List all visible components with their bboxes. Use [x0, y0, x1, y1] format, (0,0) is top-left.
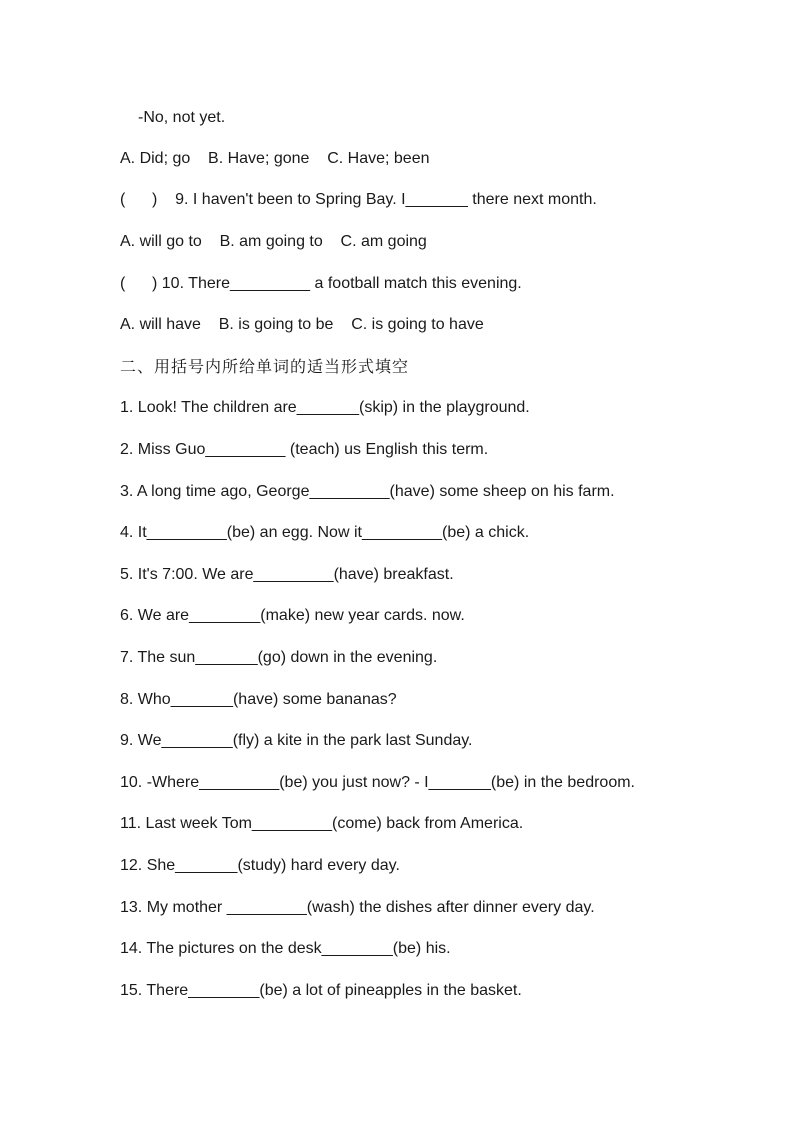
fill-item-9: 9. We________(fly) a kite in the park last Sunday.: [120, 732, 473, 749]
fill-item-4: 4. It_________(be) an egg. Now it_________(be) a chick.: [120, 524, 530, 541]
question-8-options: A. Did; go B. Have; gone C. Have; been: [120, 150, 430, 167]
fill-item-8: 8. Who_______(have) some bananas?: [120, 691, 397, 708]
fill-item-1: 1. Look! The children are_______(skip) in the playground.: [120, 399, 530, 416]
fill-item-6: 6. We are________(make) new year cards. now.: [120, 607, 465, 624]
fill-item-2: 2. Miss Guo_________ (teach) us English this term.: [120, 441, 489, 458]
question-10-options: A. will have B. is going to be C. is going to have: [120, 316, 484, 333]
fill-item-15: 15. There________(be) a lot of pineapples in the basket.: [120, 982, 522, 999]
question-9-options: A. will go to B. am going to C. am going: [120, 233, 427, 250]
question-10: ( ) 10. There_________ a football match this evening.: [120, 275, 522, 292]
fill-item-11: 11. Last week Tom_________(come) back from America.: [120, 815, 524, 832]
section-heading: 二、用括号内所给单词的适当形式填空: [120, 357, 410, 376]
fill-item-12: 12. She_______(study) hard every day.: [120, 857, 400, 874]
fill-item-7: 7. The sun_______(go) down in the evening.: [120, 649, 438, 666]
dialogue-answer-line: -No, not yet.: [138, 109, 226, 126]
fill-item-13: 13. My mother _________(wash) the dishes after dinner every day.: [120, 899, 595, 916]
fill-item-14: 14. The pictures on the desk________(be) his.: [120, 940, 451, 957]
fill-item-5: 5. It's 7:00. We are_________(have) breakfast.: [120, 566, 454, 583]
question-9: ( ) 9. I haven't been to Spring Bay. I_______ there next month.: [120, 191, 597, 208]
fill-item-10: 10. -Where_________(be) you just now? - I_______(be) in the bedroom.: [120, 774, 635, 791]
fill-item-3: 3. A long time ago, George_________(have) some sheep on his farm.: [120, 483, 615, 500]
